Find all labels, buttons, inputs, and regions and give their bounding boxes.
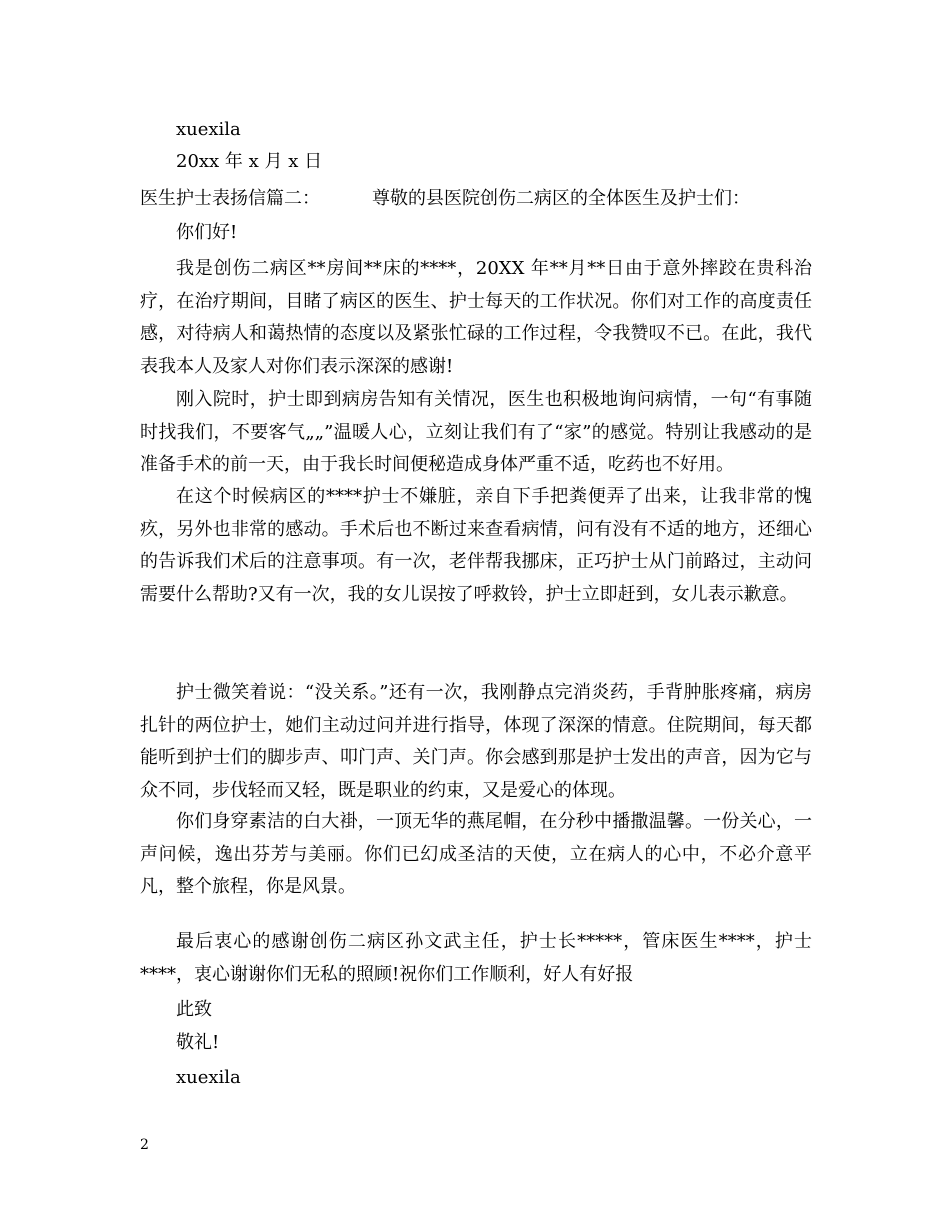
top-signature-date: 20xx 年 x 月 x 日 (176, 151, 323, 172)
letter-paragraph: 我是创伤二病区**房间**床的****，20XX 年**月**日由于意外摔跤在贵科治疗，在治疗期间，目睹了病区的医生、护士每天的工作状况。你们对工作的高度责任感，对待病人和蔼热情的态度以及紧张忙碌的工作过程，令我赞叹不已。在此，我代表我本人及家人对你们表示深深的感谢! (140, 258, 812, 377)
letter-greeting: 你们好! (176, 222, 238, 243)
letter-paragraph: 刚入院时，护士即到病房告知有关情况，医生也积极地询问病情，一句“有事随时找我们，不要客气„„”温暖人心，立刻让我们有了“家”的感觉。特别让我感动的是准备手术的前一天，由于我长时间便秘造成身体严重不适，吃药也不好用。 (140, 389, 812, 475)
letter-paragraph: 在这个时候病区的****护士不嫌脏，亲自下手把粪便弄了出来，让我非常的愧疚，另外也非常的感动。手术后也不断过来查看病情，问有没有不适的地方，还细心的告诉我们术后的注意事项。有一次，老伴帮我挪床，正巧护士从门前路过，主动问需要什么帮助?又有一次，我的女儿误按了呼救铃，护士立即赶到，女儿表示歉意。 (140, 486, 812, 605)
page-number: 2 (140, 1137, 149, 1153)
letter-paragraph: 最后衷心的感谢创伤二病区孙文武主任，护士长*****，管床医生****，护士****，衷心谢谢你们无私的照顾!祝你们工作顺利，好人有好报 (140, 931, 812, 985)
letter-paragraph: 护士微笑着说：“没关系。”还有一次，我刚静点完消炎药，手背肿胀疼痛，病房扎针的两位护士，她们主动过问并进行指导，体现了深深的情意。住院期间，每天都能听到护士们的脚步声、叩门声、关门声。你会感到那是护士发出的声音，因为它与众不同，步伐轻而又轻，既是职业的约束，又是爱心的体现。 (140, 682, 812, 801)
letter-salutation: 尊敬的县医院创伤二病区的全体医生及护士们： (372, 188, 750, 209)
letter-closing-2: 敬礼! (176, 1032, 220, 1053)
letter-title: 医生护士表扬信篇二： (140, 188, 320, 209)
top-signature-name: xuexila (176, 119, 241, 140)
letter-heading (140, 184, 812, 214)
letter-signature: xuexila (176, 1067, 241, 1088)
letter-paragraph: 你们身穿素洁的白大褂，一顶无华的燕尾帽，在分秒中播撒温馨。一份关心，一声问候，逸出芬芳与美丽。你们已幻成圣洁的天使，立在病人的心中，不必介意平凡，整个旅程，你是风景。 (140, 811, 812, 897)
letter-closing-1: 此致 (176, 999, 212, 1020)
